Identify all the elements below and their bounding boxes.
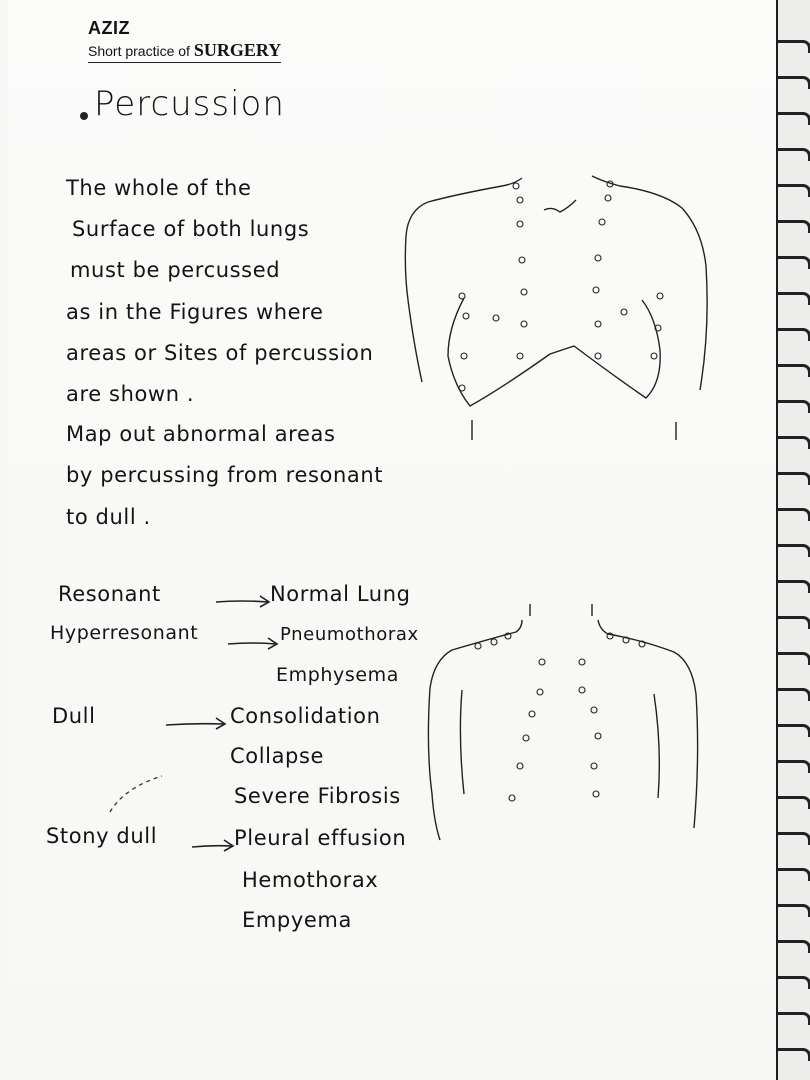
notebook-page (8, 0, 778, 1080)
finding-condition: Emphysema (276, 664, 399, 686)
finding-note: Stony dull (46, 824, 158, 848)
back-chest-figure (422, 598, 722, 848)
header-subtitle-bold: SURGERY (193, 40, 282, 60)
paragraph-line: must be percussed (70, 258, 281, 282)
notebook-spiral-binding (776, 0, 810, 1080)
finding-condition: Hemothorax (242, 868, 379, 892)
finding-condition: Empyema (242, 908, 352, 932)
paragraph-line: by percussing from resonant (66, 463, 384, 487)
arrow-right-icon (190, 834, 238, 854)
spiral-ring (778, 508, 810, 521)
paragraph-line: Map out abnormal areas (66, 422, 336, 446)
page-title: Percussion (94, 84, 285, 124)
arrow-right-icon (164, 712, 230, 732)
spiral-ring (778, 328, 810, 341)
front-chest-figure (384, 150, 714, 440)
header-author: AZIZ (88, 18, 130, 38)
spiral-ring (778, 688, 810, 701)
spiral-ring (778, 976, 810, 989)
heading-bullet (80, 112, 88, 120)
arrow-right-icon (214, 590, 274, 610)
header-subtitle-prefix: Short practice of (88, 43, 190, 59)
finding-condition: Consolidation (230, 704, 381, 728)
spiral-ring (778, 364, 810, 377)
spiral-ring (778, 796, 810, 809)
spiral-ring (778, 544, 810, 557)
paragraph-line: are shown . (66, 382, 195, 406)
paragraph-line: areas or Sites of percussion (66, 341, 374, 365)
spiral-ring (778, 1012, 810, 1025)
spiral-ring (778, 256, 810, 269)
arrow-right-icon (226, 632, 282, 652)
finding-condition: Pneumothorax (280, 624, 419, 645)
spiral-ring (778, 472, 810, 485)
spiral-ring (778, 148, 810, 161)
paragraph-line: as in the Figures where (66, 300, 324, 324)
paragraph-line: The whole of the (66, 176, 252, 200)
spiral-ring (778, 112, 810, 125)
finding-condition: Severe Fibrosis (234, 784, 401, 808)
paragraph-line: to dull . (66, 505, 151, 529)
spiral-ring (778, 940, 810, 953)
finding-note: Resonant (58, 582, 161, 606)
spiral-ring (778, 616, 810, 629)
spiral-ring (778, 220, 810, 233)
spiral-ring (778, 904, 810, 917)
spiral-ring (778, 400, 810, 413)
finding-note: Hyperresonant (50, 622, 199, 644)
finding-condition: Normal Lung (270, 582, 411, 606)
finding-condition: Collapse (230, 744, 325, 768)
spiral-ring (778, 436, 810, 449)
spiral-ring (778, 652, 810, 665)
spiral-ring (778, 76, 810, 89)
paragraph-line: Surface of both lungs (72, 217, 310, 241)
finding-condition: Pleural effusion (234, 826, 407, 850)
spiral-ring (778, 760, 810, 773)
spiral-ring (778, 40, 810, 53)
finding-note: Dull (52, 704, 96, 728)
spiral-ring (778, 868, 810, 881)
spiral-ring (778, 832, 810, 845)
spiral-ring (778, 724, 810, 737)
spiral-ring (778, 184, 810, 197)
spiral-ring (778, 1048, 810, 1061)
header-subtitle (88, 40, 281, 63)
dashed-connector-icon (104, 768, 174, 816)
spiral-ring (778, 580, 810, 593)
spiral-ring (778, 292, 810, 305)
